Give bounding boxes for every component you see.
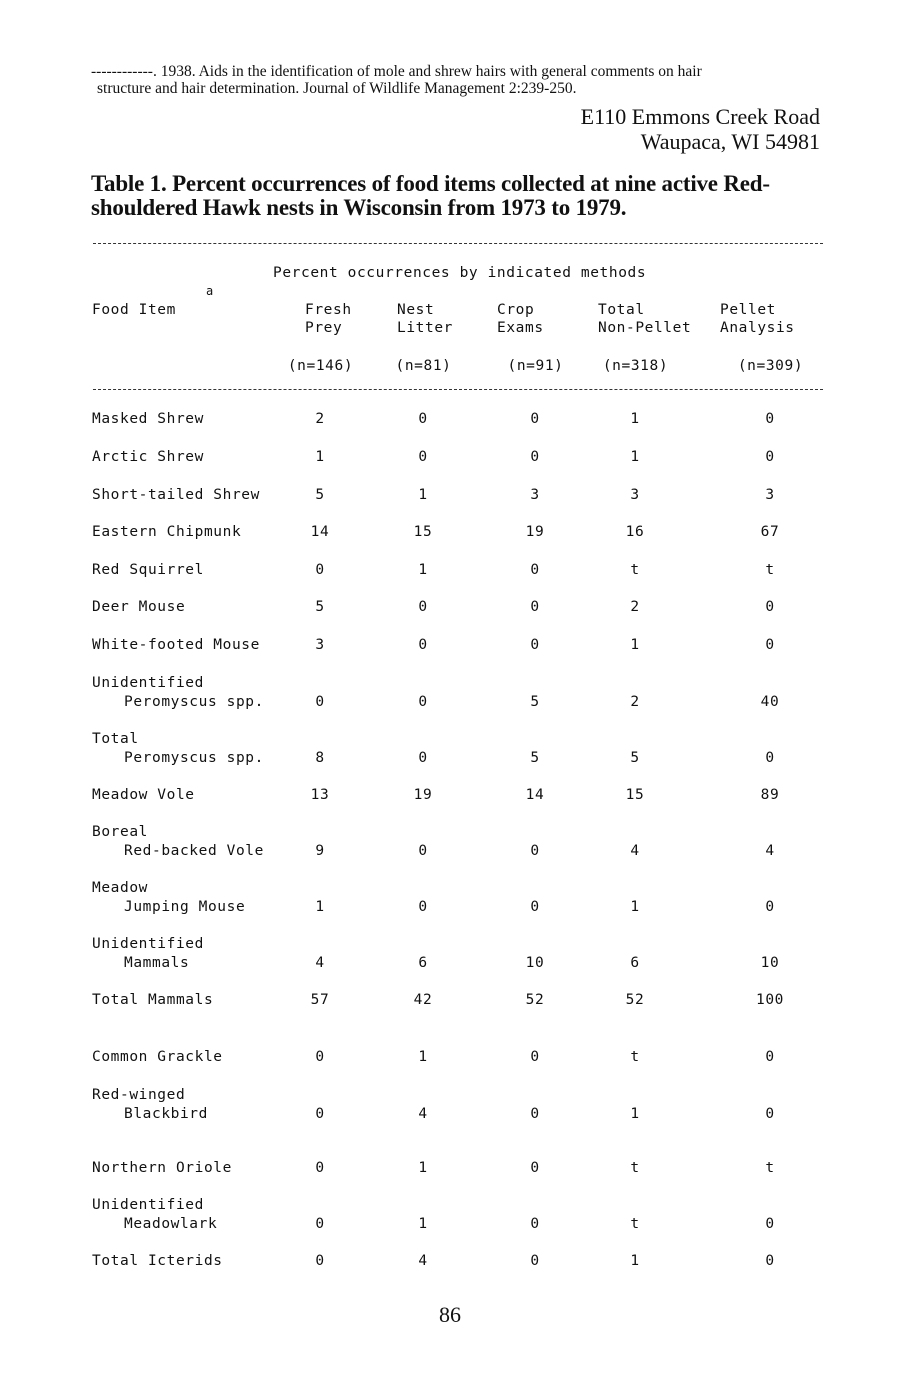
table-cell: 2 xyxy=(630,694,640,710)
table-title: Table 1. Percent occurrences of food items collected at nine active Red-shouldered Hawk nests in Wisconsin from 1973 to 1979. xyxy=(91,171,770,220)
column-header-line1: Fresh xyxy=(305,302,352,318)
table-cell: 0 xyxy=(315,562,325,578)
food-item-label xyxy=(92,486,260,505)
table-cell: 0 xyxy=(530,637,540,653)
table-cell: 1 xyxy=(315,449,325,465)
table-cell: 0 xyxy=(315,1049,325,1065)
food-item-name: Total xyxy=(92,731,139,747)
food-item-name: Arctic Shrew xyxy=(92,449,204,465)
food-item-label xyxy=(92,786,195,805)
food-item-label xyxy=(92,1048,223,1067)
table-cell: 0 xyxy=(765,449,775,465)
table-cell: 0 xyxy=(418,899,428,915)
food-item-name: White-footed Mouse xyxy=(92,637,260,653)
table-cell: t xyxy=(765,562,775,578)
table-cell: 0 xyxy=(530,562,540,578)
table-cell: 1 xyxy=(630,637,640,653)
page-number: 86 xyxy=(439,1302,461,1327)
table-cell: 89 xyxy=(760,787,780,803)
table-cell: 57 xyxy=(310,992,330,1008)
column-header-count: (n=309) xyxy=(737,358,804,374)
author-address xyxy=(581,104,820,154)
group-header: Percent occurrences by indicated methods xyxy=(273,265,647,281)
table-cell: 13 xyxy=(310,787,330,803)
table-cell: 0 xyxy=(418,694,428,710)
food-item-name-continued: Peromyscus spp. xyxy=(124,750,264,766)
table-cell: 0 xyxy=(315,1253,325,1269)
table-cell: t xyxy=(630,562,640,578)
table-cell: 1 xyxy=(418,1049,428,1065)
address-street: E110 Emmons Creek Road xyxy=(580,104,820,129)
food-item-name-continued: Meadowlark xyxy=(124,1216,218,1232)
table-cell: 9 xyxy=(315,843,325,859)
food-item-name-continued: Blackbird xyxy=(124,1106,208,1122)
table-cell: 0 xyxy=(765,1106,775,1122)
table-cell: 3 xyxy=(315,637,325,653)
food-item-label xyxy=(92,1086,208,1124)
column-header-line1: Total xyxy=(598,302,645,318)
food-item-name: Unidentified xyxy=(92,1197,204,1213)
table-cell: 0 xyxy=(530,1253,540,1269)
table-cell: 19 xyxy=(413,787,433,803)
table-cell: 1 xyxy=(630,899,640,915)
table-cell: 0 xyxy=(530,449,540,465)
table-cell: 40 xyxy=(760,694,780,710)
food-item-name: Deer Mouse xyxy=(92,599,186,615)
food-item-label xyxy=(92,410,204,429)
table-cell: 14 xyxy=(310,524,330,540)
table-cell: 0 xyxy=(765,1216,775,1232)
food-item-label xyxy=(92,448,204,467)
table-cell: 0 xyxy=(765,899,775,915)
food-item-label xyxy=(92,523,241,542)
table-cell: 0 xyxy=(315,1106,325,1122)
food-item-header: Food Item xyxy=(92,302,176,318)
food-item-label xyxy=(92,1196,217,1234)
table-cell: 0 xyxy=(765,637,775,653)
food-item-name: Red-winged xyxy=(92,1087,186,1103)
table-cell: 0 xyxy=(418,750,428,766)
table-cell: 1 xyxy=(418,562,428,578)
column-header-line2: Exams xyxy=(497,320,544,336)
food-item-label xyxy=(92,879,245,917)
food-item-name-continued: Mammals xyxy=(124,955,190,971)
table-cell: 14 xyxy=(525,787,545,803)
food-item-name-continued: Red-backed Vole xyxy=(124,843,264,859)
table-cell: 67 xyxy=(760,524,780,540)
table-cell: t xyxy=(765,1160,775,1176)
column-header-count: (n=81) xyxy=(395,358,452,374)
table-cell: t xyxy=(630,1160,640,1176)
table-cell: 0 xyxy=(315,1160,325,1176)
table-cell: 3 xyxy=(530,487,540,503)
table-cell: 0 xyxy=(765,411,775,427)
table-cell: 1 xyxy=(630,449,640,465)
table-cell: 0 xyxy=(765,750,775,766)
food-item-name: Eastern Chipmunk xyxy=(92,524,242,540)
food-item-name-continued: Jumping Mouse xyxy=(124,899,246,915)
reference-line-2: structure and hair determination. Journal of Wildlife Management 2:239-250. xyxy=(97,80,577,97)
table-cell: 0 xyxy=(530,1049,540,1065)
column-header-line2: Prey xyxy=(305,320,343,336)
table-cell: 0 xyxy=(530,1160,540,1176)
column-header-line1: Pellet xyxy=(720,302,776,318)
column-header-line1: Nest xyxy=(397,302,435,318)
column-header-line1: Crop xyxy=(497,302,535,318)
table-cell: 5 xyxy=(630,750,640,766)
table-cell: 1 xyxy=(630,1253,640,1269)
table-cell: 0 xyxy=(530,899,540,915)
table-cell: 10 xyxy=(760,955,780,971)
table-cell: 0 xyxy=(530,1106,540,1122)
table-cell: 1 xyxy=(630,1106,640,1122)
table-cell: 1 xyxy=(418,1216,428,1232)
food-item-label xyxy=(92,636,260,655)
table-cell: 15 xyxy=(625,787,645,803)
food-item-name: Unidentified xyxy=(92,675,204,691)
table-cell: 6 xyxy=(630,955,640,971)
table-cell: 3 xyxy=(765,487,775,503)
table-cell: 0 xyxy=(765,1253,775,1269)
header-bottom-rule xyxy=(93,389,823,390)
table-cell: 16 xyxy=(625,524,645,540)
table-cell: 0 xyxy=(530,599,540,615)
food-item-label xyxy=(92,823,264,861)
food-item-label xyxy=(92,1252,223,1271)
column-header-line2: Non-Pellet xyxy=(598,320,692,336)
food-item-label xyxy=(92,561,204,580)
table-cell: 6 xyxy=(418,955,428,971)
food-item-footnote-marker: a xyxy=(206,284,214,298)
food-item-name: Total Icterids xyxy=(92,1253,223,1269)
table-cell: 0 xyxy=(418,411,428,427)
table-cell: 1 xyxy=(418,1160,428,1176)
food-item-name: Meadow xyxy=(92,880,148,896)
food-item-label xyxy=(92,991,213,1010)
food-item-name: Unidentified xyxy=(92,936,204,952)
food-item-name: Masked Shrew xyxy=(92,411,204,427)
table-cell: 19 xyxy=(525,524,545,540)
column-header-count: (n=91) xyxy=(507,358,564,374)
table-cell: 0 xyxy=(315,1216,325,1232)
table-cell: 8 xyxy=(315,750,325,766)
table-cell: 2 xyxy=(315,411,325,427)
table-cell: 5 xyxy=(530,750,540,766)
table-cell: 52 xyxy=(625,992,645,1008)
food-item-name: Meadow Vole xyxy=(92,787,195,803)
table-cell: 4 xyxy=(315,955,325,971)
table-cell: 42 xyxy=(413,992,433,1008)
food-item-label xyxy=(92,598,185,617)
table-cell: 5 xyxy=(315,487,325,503)
food-item-name: Short-tailed Shrew xyxy=(92,487,260,503)
table-cell: 4 xyxy=(630,843,640,859)
table-cell: 100 xyxy=(756,992,784,1008)
column-header-line2: Litter xyxy=(397,320,453,336)
table-cell: 52 xyxy=(525,992,545,1008)
reference-line-1: ------------. 1938. Aids in the identification of mole and shrew hairs with general comments on hair xyxy=(91,63,702,80)
table-cell: 0 xyxy=(418,449,428,465)
address-city: Waupaca, WI 54981 xyxy=(640,129,820,154)
table-cell: 1 xyxy=(315,899,325,915)
table-cell: 4 xyxy=(418,1253,428,1269)
food-item-label xyxy=(92,730,264,768)
table-cell: 0 xyxy=(765,599,775,615)
food-item-name: Common Grackle xyxy=(92,1049,223,1065)
food-item-label xyxy=(92,1159,232,1178)
column-header-count: (n=318) xyxy=(602,358,669,374)
table-cell: 1 xyxy=(630,411,640,427)
table-cell: 10 xyxy=(525,955,545,971)
table-cell: 5 xyxy=(530,694,540,710)
table-cell: t xyxy=(630,1049,640,1065)
table-cell: 0 xyxy=(418,599,428,615)
table-top-rule xyxy=(93,243,823,244)
table-cell: 5 xyxy=(315,599,325,615)
food-item-label xyxy=(92,674,264,712)
food-item-label xyxy=(92,935,204,973)
food-item-name: Total Mammals xyxy=(92,992,214,1008)
table-cell: 2 xyxy=(630,599,640,615)
column-header-count: (n=146) xyxy=(287,358,354,374)
table-cell: 0 xyxy=(418,637,428,653)
food-item-name: Northern Oriole xyxy=(92,1160,232,1176)
table-cell: 0 xyxy=(530,411,540,427)
table-cell: 15 xyxy=(413,524,433,540)
table-cell: 0 xyxy=(765,1049,775,1065)
column-header-line2: Analysis xyxy=(720,320,795,336)
table-cell: 0 xyxy=(530,843,540,859)
food-item-name-continued: Peromyscus spp. xyxy=(124,694,264,710)
table-cell: 0 xyxy=(418,843,428,859)
reference-entry xyxy=(91,63,831,97)
table-cell: 1 xyxy=(418,487,428,503)
table-cell: t xyxy=(630,1216,640,1232)
food-item-name: Boreal xyxy=(92,824,148,840)
table-cell: 0 xyxy=(530,1216,540,1232)
table-cell: 4 xyxy=(765,843,775,859)
food-item-name: Red Squirrel xyxy=(92,562,204,578)
table-cell: 4 xyxy=(418,1106,428,1122)
table-cell: 0 xyxy=(315,694,325,710)
table-cell: 3 xyxy=(630,487,640,503)
